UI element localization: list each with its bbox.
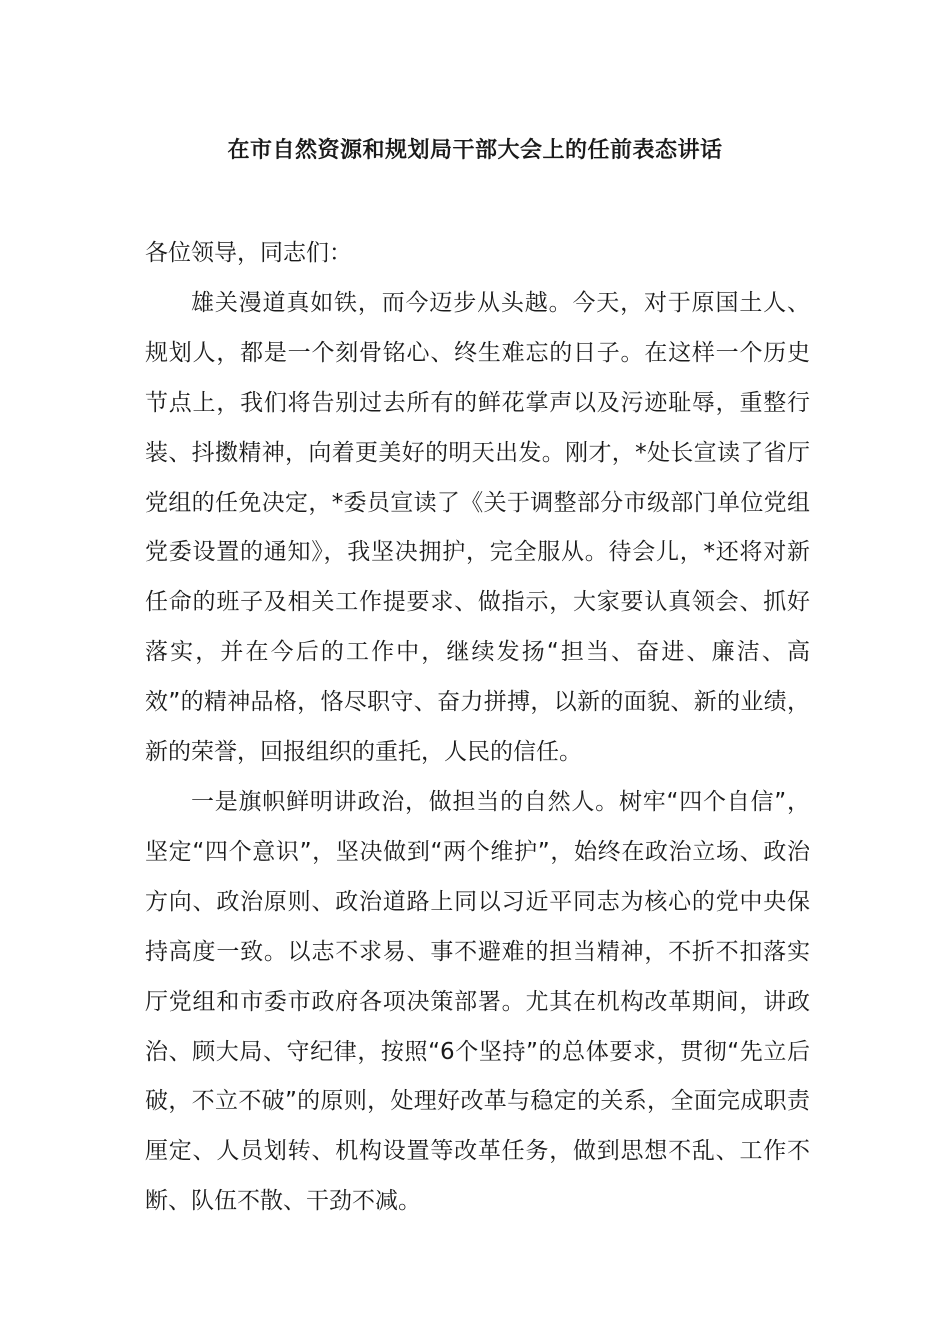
document-body <box>145 229 810 1227</box>
paragraph-point-one: 一是旗帜鲜明讲政治，做担当的自然人。树牢“四个自信”，坚定“四个意识”，坚决做到“两个维护”，始终在政治立场、政治方向、政治原则、政治道路上同以习近平同志为核心的党中央保持高度一致。以志不求易、事不避难的担当精神，不折不扣落实厅党组和市委市政府各项决策部署。尤其在机构改革期间，讲政治、顾大局、守纪律，按照“6个坚持”的总体要求，贯彻“先立后破，不立不破”的原则，处理好改革与稳定的关系，全面完成职责厘定、人员划转、机构设置等改革任务，做到思想不乱、工作不断、队伍不散、干劲不减。 <box>145 788 810 1215</box>
salutation: 各位领导，同志们： <box>145 240 352 266</box>
document-title: 在市自然资源和规划局干部大会上的任前表态讲话 <box>227 138 723 163</box>
paragraph-opening: 雄关漫道真如铁，而今迈步从头越。今天，对于原国土人、规划人，都是一个刻骨铭心、终生难忘的日子。在这样一个历史节点上，我们将告别过去所有的鲜花掌声以及污迹耻辱，重整行装、抖擞精神，向着更美好的明天出发。刚才，*处长宣读了省厅党组的任免决定，*委员宣读了《关于调整部分市级部门单位党组党委设置的通知》，我坚决拥护，完全服从。待会儿，*还将对新任命的班子及相关工作提要求、做指示，大家要认真领会、抓好落实，并在今后的工作中，继续发扬“担当、奋进、廉洁、高效”的精神品格，恪尽职守、奋力拼搏，以新的面貌、新的业绩，新的荣誉，回报组织的重托，人民的信任。 <box>145 289 810 766</box>
